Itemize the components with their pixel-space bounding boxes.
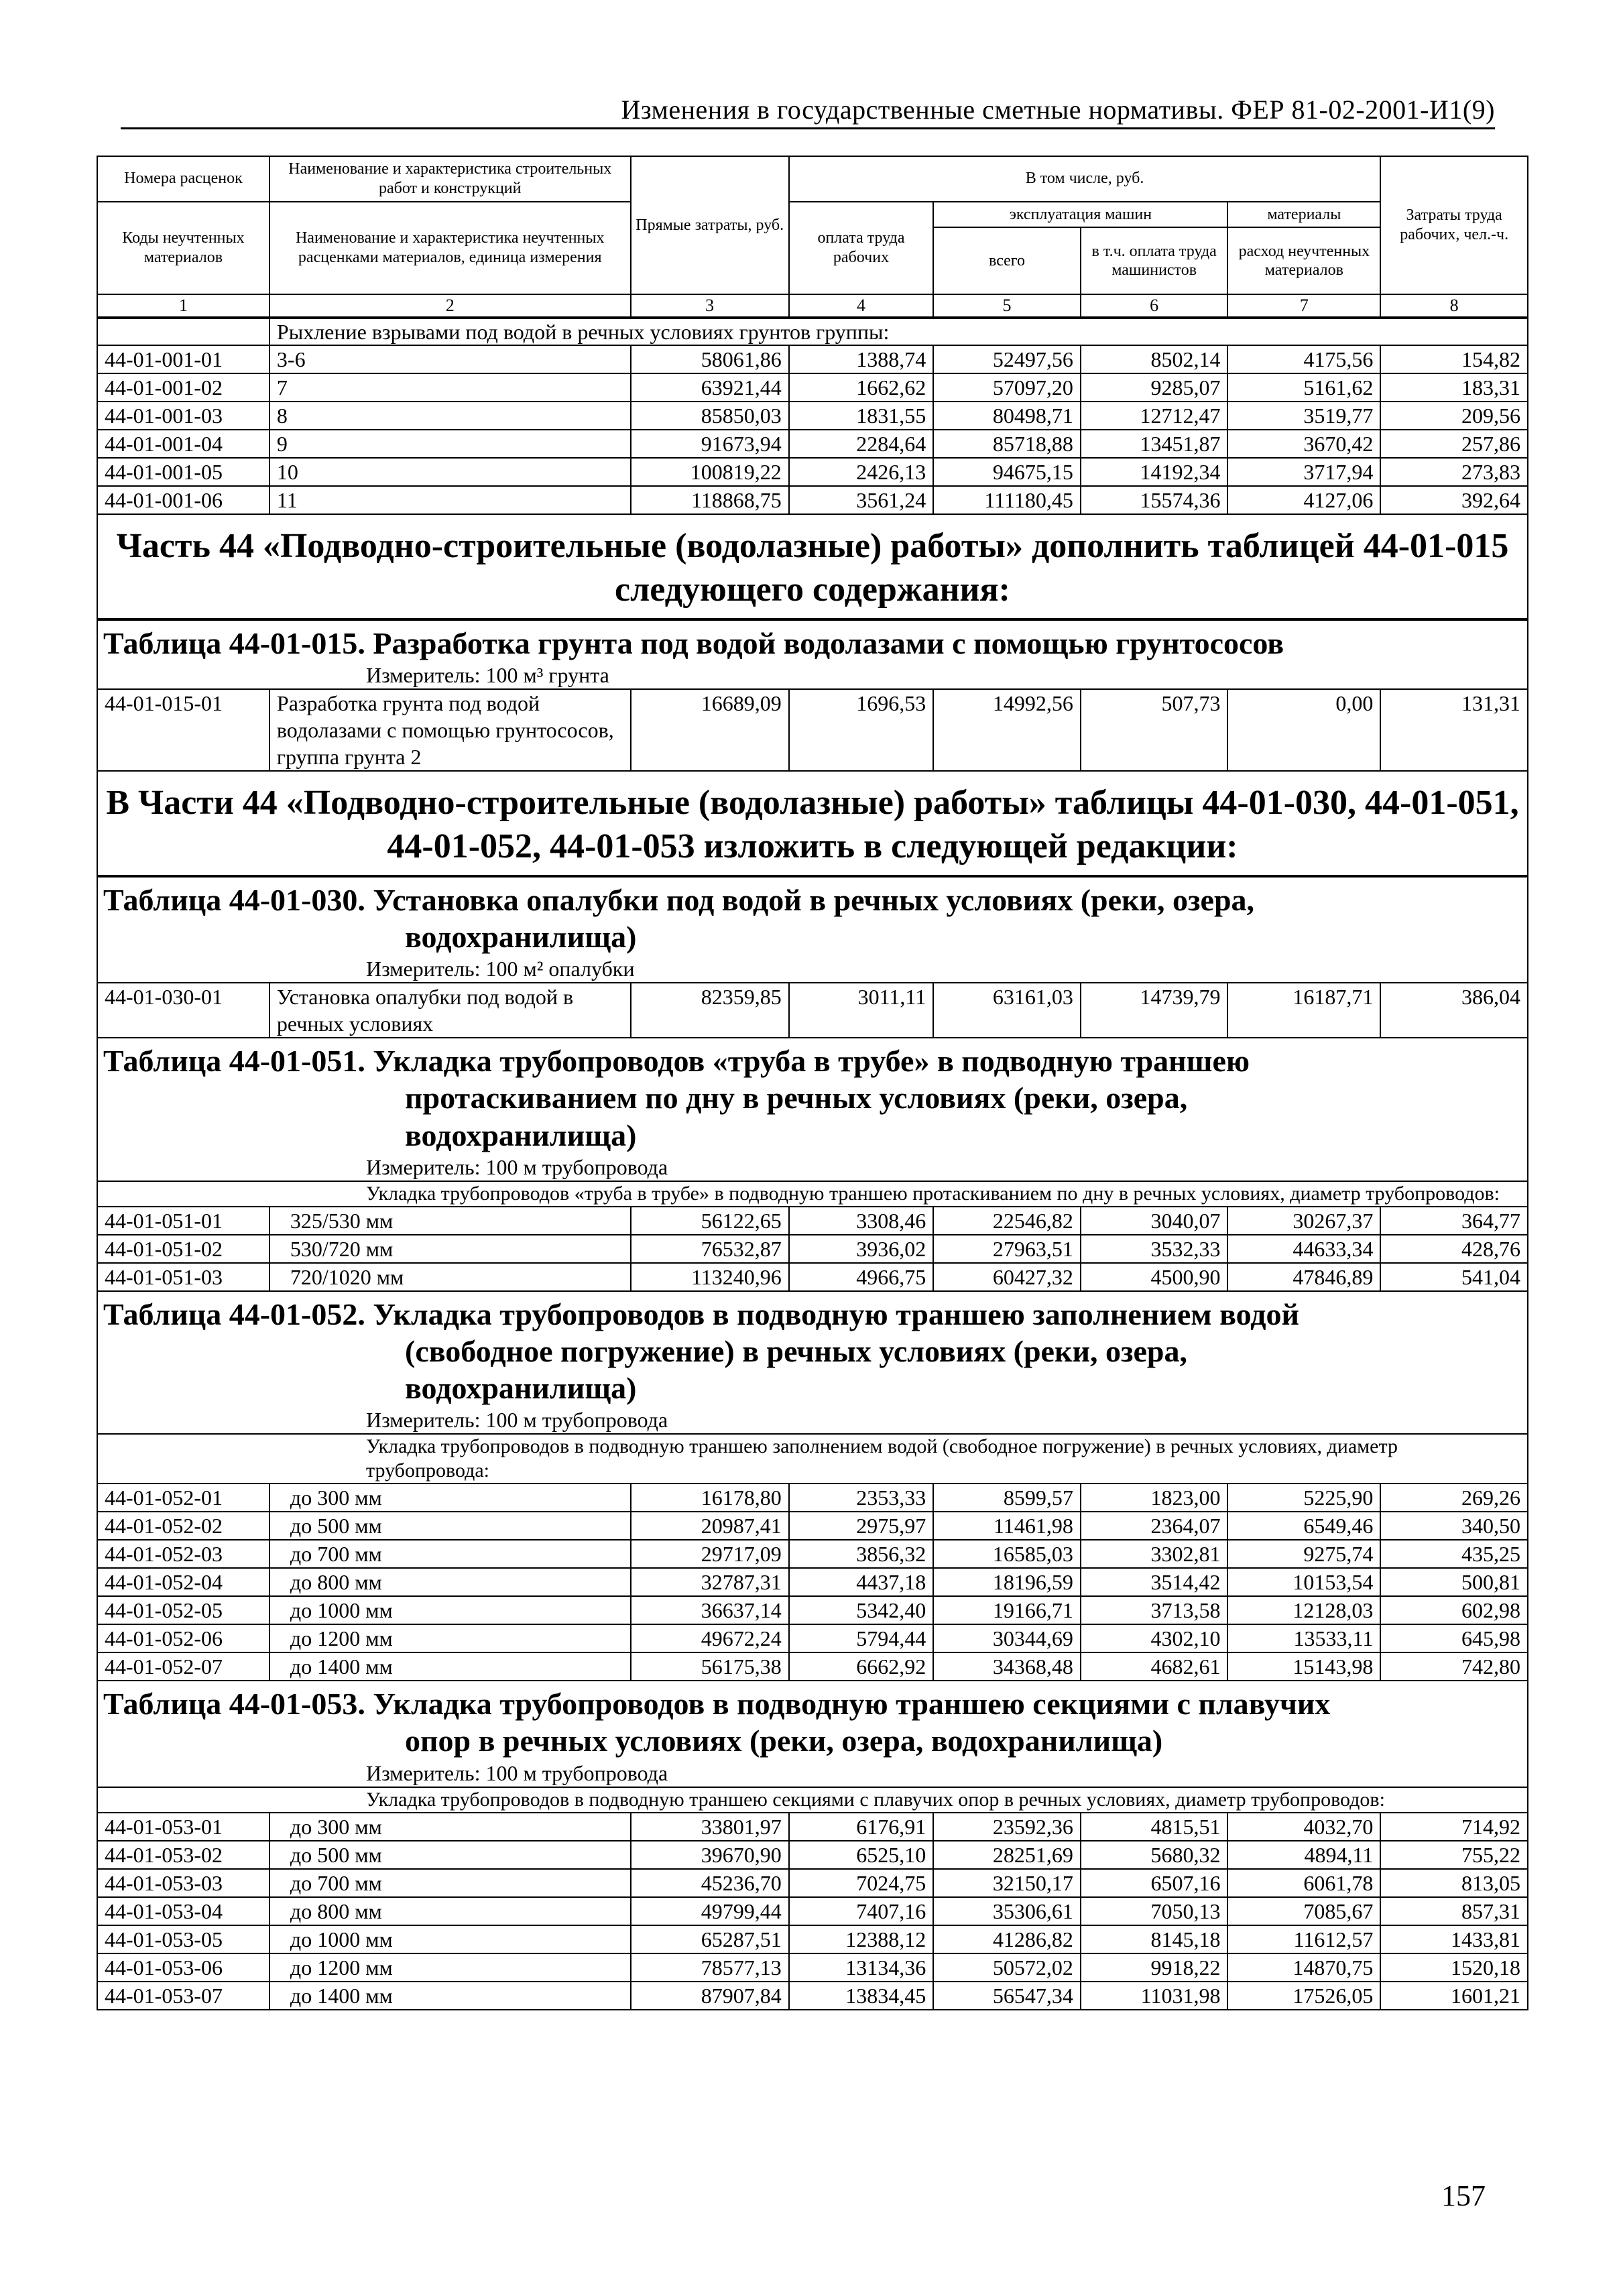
materials-cell: 3717,94 — [1227, 458, 1380, 486]
table-title-line: водохранилища) — [405, 1117, 637, 1152]
machines-total-cell: 52497,56 — [933, 345, 1081, 373]
col-header-labor-hours: Затраты труда рабочих, чел.-ч. — [1380, 156, 1528, 294]
table-row — [97, 1540, 1528, 1568]
machinist-pay-cell: 12712,47 — [1081, 402, 1228, 430]
table-row — [97, 373, 1528, 402]
table-title-line: протаскиванием по дну в речных условиях (реки, озера, — [405, 1081, 1188, 1115]
materials-cell: 44633,34 — [1227, 1235, 1380, 1263]
rate-code-cell: 44-01-001-02 — [97, 373, 269, 402]
worker-pay-cell: 4437,18 — [789, 1568, 933, 1596]
materials-cell: 11612,57 — [1227, 1925, 1380, 1953]
worker-pay-cell: 7024,75 — [789, 1869, 933, 1897]
machinist-pay-cell: 4815,51 — [1081, 1813, 1228, 1841]
rate-code-cell: 44-01-030-01 — [97, 983, 269, 1038]
direct-costs-cell: 100819,22 — [631, 458, 789, 486]
col-header-material-consumption: расход неучтенных материалов — [1227, 227, 1380, 294]
machinist-pay-cell: 11031,98 — [1081, 1982, 1228, 2010]
machinist-pay-cell: 2364,07 — [1081, 1512, 1228, 1540]
rate-code-cell: 44-01-051-01 — [97, 1207, 269, 1235]
work-name-cell: 8 — [269, 402, 631, 430]
machinist-pay-cell: 507,73 — [1081, 689, 1228, 771]
machinist-pay-cell: 4302,10 — [1081, 1624, 1228, 1652]
rate-code-cell: 44-01-001-03 — [97, 402, 269, 430]
col-number: 6 — [1081, 294, 1228, 316]
work-name-cell: до 800 мм — [269, 1897, 631, 1925]
col-header-direct-costs: Прямые затраты, руб. — [631, 156, 789, 294]
table-row — [97, 1568, 1528, 1596]
worker-pay-cell: 13834,45 — [789, 1982, 933, 2010]
machines-total-cell: 63161,03 — [933, 983, 1081, 1038]
materials-cell: 4127,06 — [1227, 486, 1380, 514]
worker-pay-cell: 2284,64 — [789, 430, 933, 458]
materials-cell: 4894,11 — [1227, 1841, 1380, 1869]
machinist-pay-cell: 3302,81 — [1081, 1540, 1228, 1568]
rate-code-cell: 44-01-001-01 — [97, 345, 269, 373]
table-title-line: (свободное погружение) в речных условиях (реки, озера, — [405, 1333, 1187, 1368]
machines-total-cell: 50572,02 — [933, 1953, 1081, 1982]
work-name-cell: 720/1020 мм — [269, 1263, 631, 1291]
worker-pay-cell: 3561,24 — [789, 486, 933, 514]
machinist-pay-cell: 3713,58 — [1081, 1596, 1228, 1624]
worker-pay-cell: 3308,46 — [789, 1207, 933, 1235]
work-name-cell: 11 — [269, 486, 631, 514]
col-header-materials: материалы — [1227, 202, 1380, 228]
materials-cell: 17526,05 — [1227, 1982, 1380, 2010]
machines-total-cell: 18196,59 — [933, 1568, 1081, 1596]
machinist-pay-cell: 4682,61 — [1081, 1652, 1228, 1681]
table-row — [97, 1897, 1528, 1925]
column-header-table — [97, 156, 1528, 318]
labor-hours-cell: 257,86 — [1380, 430, 1528, 458]
rate-code-cell: 44-01-053-07 — [97, 1982, 269, 2010]
rate-code-cell: 44-01-053-01 — [97, 1813, 269, 1841]
machines-total-cell: 23592,36 — [933, 1813, 1081, 1841]
table-44-01-053 — [97, 1812, 1528, 2010]
materials-cell: 47846,89 — [1227, 1263, 1380, 1291]
rate-code-cell: 44-01-053-04 — [97, 1897, 269, 1925]
col-header-rate-number: Номера расценок — [97, 156, 269, 202]
table-title-053 — [97, 1681, 1528, 1759]
work-name-cell: 10 — [269, 458, 631, 486]
direct-costs-cell: 118868,75 — [631, 486, 789, 514]
materials-cell: 3519,77 — [1227, 402, 1380, 430]
machines-total-cell: 80498,71 — [933, 402, 1081, 430]
direct-costs-cell: 36637,14 — [631, 1596, 789, 1624]
materials-cell: 6061,78 — [1227, 1869, 1380, 1897]
table-row — [97, 1925, 1528, 1953]
machines-total-cell: 11461,98 — [933, 1512, 1081, 1540]
labor-hours-cell: 857,31 — [1380, 1897, 1528, 1925]
header-rule — [121, 127, 1495, 129]
table-title-line: опор в речных условиях (реки, озера, водохранилища) — [405, 1724, 1163, 1758]
machines-total-cell: 41286,82 — [933, 1925, 1081, 1953]
direct-costs-cell: 82359,85 — [631, 983, 789, 1038]
table-row — [97, 1484, 1528, 1512]
rate-code-cell: 44-01-015-01 — [97, 689, 269, 771]
machines-total-cell: 27963,51 — [933, 1235, 1081, 1263]
work-name-cell: до 300 мм — [269, 1813, 631, 1841]
work-name-cell: до 800 мм — [269, 1568, 631, 1596]
rate-code-cell: 44-01-001-05 — [97, 458, 269, 486]
work-name-cell: 530/720 мм — [269, 1235, 631, 1263]
worker-pay-cell: 5794,44 — [789, 1624, 933, 1652]
machines-total-cell: 22546,82 — [933, 1207, 1081, 1235]
direct-costs-cell: 56175,38 — [631, 1652, 789, 1681]
machinist-pay-cell: 4500,90 — [1081, 1263, 1228, 1291]
table-row — [97, 1207, 1528, 1235]
machines-total-cell: 94675,15 — [933, 458, 1081, 486]
materials-cell: 5161,62 — [1227, 373, 1380, 402]
table-title-015: Таблица 44-01-015. Разработка грунта под водой водолазами с помощью грунтососов — [97, 619, 1528, 662]
section-heading-edits: В Части 44 «Подводно-строительные (водолазные) работы» таблицы 44-01-030, 44-01-051, 44-01-052, 44-01-053 изложить в следующей редакции: — [97, 772, 1528, 876]
labor-hours-cell: 602,98 — [1380, 1596, 1528, 1624]
labor-hours-cell: 364,77 — [1380, 1207, 1528, 1235]
col-number: 5 — [933, 294, 1081, 316]
table-unit-052: Измеритель: 100 м трубопровода — [97, 1406, 1528, 1433]
labor-hours-cell: 273,83 — [1380, 458, 1528, 486]
machinist-pay-cell: 14192,34 — [1081, 458, 1228, 486]
worker-pay-cell: 1696,53 — [789, 689, 933, 771]
labor-hours-cell: 714,92 — [1380, 1813, 1528, 1841]
labor-hours-cell: 645,98 — [1380, 1624, 1528, 1652]
rate-code-cell: 44-01-001-06 — [97, 486, 269, 514]
machinist-pay-cell: 3532,33 — [1081, 1235, 1228, 1263]
work-name-cell: до 500 мм — [269, 1841, 631, 1869]
worker-pay-cell: 1831,55 — [789, 402, 933, 430]
machines-total-cell: 60427,32 — [933, 1263, 1081, 1291]
materials-cell: 10153,54 — [1227, 1568, 1380, 1596]
rate-code-cell: 44-01-053-06 — [97, 1953, 269, 1982]
rate-code-cell: 44-01-051-03 — [97, 1263, 269, 1291]
materials-cell: 6549,46 — [1227, 1512, 1380, 1540]
direct-costs-cell: 33801,97 — [631, 1813, 789, 1841]
rate-code-cell: 44-01-052-05 — [97, 1596, 269, 1624]
document-body — [97, 156, 1528, 2010]
table-row — [97, 1624, 1528, 1652]
table-row — [97, 1512, 1528, 1540]
machinist-pay-cell: 5680,32 — [1081, 1841, 1228, 1869]
page-number: 157 — [1441, 2179, 1486, 2212]
work-name-cell: до 1400 мм — [269, 1982, 631, 2010]
work-name-cell: до 300 мм — [269, 1484, 631, 1512]
machinist-pay-cell: 14739,79 — [1081, 983, 1228, 1038]
table-subtitle: Рыхление взрывами под водой в речных условиях грунтов группы: — [269, 318, 1528, 345]
worker-pay-cell: 6662,92 — [789, 1652, 933, 1681]
materials-cell: 14870,75 — [1227, 1953, 1380, 1982]
machinist-pay-cell: 13451,87 — [1081, 430, 1228, 458]
table-title-051 — [97, 1038, 1528, 1154]
col-header-machines-total: всего — [933, 227, 1081, 294]
table-title-line: Таблица 44-01-053. Укладка трубопроводов в подводную траншею секциями с плавучих — [103, 1687, 1331, 1721]
machinist-pay-cell: 3040,07 — [1081, 1207, 1228, 1235]
labor-hours-cell: 392,64 — [1380, 486, 1528, 514]
worker-pay-cell: 13134,36 — [789, 1953, 933, 1982]
materials-cell: 12128,03 — [1227, 1596, 1380, 1624]
table-row — [97, 1841, 1528, 1869]
machines-total-cell: 19166,71 — [933, 1596, 1081, 1624]
table-unit-053: Измеритель: 100 м трубопровода — [97, 1760, 1528, 1787]
machines-total-cell: 56547,34 — [933, 1982, 1081, 2010]
worker-pay-cell: 3936,02 — [789, 1235, 933, 1263]
rate-code-cell: 44-01-052-03 — [97, 1540, 269, 1568]
materials-cell: 30267,37 — [1227, 1207, 1380, 1235]
labor-hours-cell: 154,82 — [1380, 345, 1528, 373]
worker-pay-cell: 3856,32 — [789, 1540, 933, 1568]
worker-pay-cell: 1662,62 — [789, 373, 933, 402]
col-header-including: В том числе, руб. — [789, 156, 1381, 202]
worker-pay-cell: 7407,16 — [789, 1897, 933, 1925]
table-row — [97, 1869, 1528, 1897]
labor-hours-cell: 541,04 — [1380, 1263, 1528, 1291]
labor-hours-cell: 1520,18 — [1380, 1953, 1528, 1982]
machines-total-cell: 14992,56 — [933, 689, 1081, 771]
work-name-cell: до 1400 мм — [269, 1652, 631, 1681]
work-name-cell: до 700 мм — [269, 1869, 631, 1897]
direct-costs-cell: 65287,51 — [631, 1925, 789, 1953]
labor-hours-cell: 500,81 — [1380, 1568, 1528, 1596]
table-row — [97, 486, 1528, 514]
direct-costs-cell: 45236,70 — [631, 1869, 789, 1897]
table-row — [97, 430, 1528, 458]
rate-code-cell: 44-01-053-02 — [97, 1841, 269, 1869]
running-header: Изменения в государственные сметные нормативы. ФЕР 81-02-2001-И1(9) — [621, 95, 1495, 125]
table-row — [97, 402, 1528, 430]
worker-pay-cell: 3011,11 — [789, 983, 933, 1038]
rate-code-cell: 44-01-052-02 — [97, 1512, 269, 1540]
worker-pay-cell: 1388,74 — [789, 345, 933, 373]
col-header-machinist-pay: в т.ч. оплата труда машинистов — [1081, 227, 1228, 294]
section-heading-015: Часть 44 «Подводно-строительные (водолазные) работы» дополнить таблицей 44-01-015 следующего содержания: — [97, 515, 1528, 619]
rate-code-cell: 44-01-052-04 — [97, 1568, 269, 1596]
machinist-pay-cell: 3514,42 — [1081, 1568, 1228, 1596]
work-name-cell: Установка опалубки под водой в речных условиях — [269, 983, 631, 1038]
labor-hours-cell: 386,04 — [1380, 983, 1528, 1038]
labor-hours-cell: 435,25 — [1380, 1540, 1528, 1568]
rate-code-cell: 44-01-052-01 — [97, 1484, 269, 1512]
table-row — [97, 1953, 1528, 1982]
worker-pay-cell: 5342,40 — [789, 1596, 933, 1624]
labor-hours-cell: 269,26 — [1380, 1484, 1528, 1512]
machinist-pay-cell: 7050,13 — [1081, 1897, 1228, 1925]
direct-costs-cell: 91673,94 — [631, 430, 789, 458]
table-unit-015: Измеритель: 100 м³ грунта — [97, 662, 1528, 688]
labor-hours-cell: 340,50 — [1380, 1512, 1528, 1540]
table-title-line: Таблица 44-01-052. Укладка трубопроводов в подводную траншею заполнением водой — [103, 1296, 1300, 1331]
materials-cell: 15143,98 — [1227, 1652, 1380, 1681]
table-subtitle-053: Укладка трубопроводов в подводную траншею секциями с плавучих опор в речных условиях, диаметр трубопроводов: — [97, 1787, 1528, 1812]
labor-hours-cell: 742,80 — [1380, 1652, 1528, 1681]
table-title-line: водохранилища) — [405, 919, 637, 954]
direct-costs-cell: 87907,84 — [631, 1982, 789, 2010]
machines-total-cell: 57097,20 — [933, 373, 1081, 402]
table-unit-030: Измеритель: 100 м² опалубки — [97, 955, 1528, 982]
direct-costs-cell: 20987,41 — [631, 1512, 789, 1540]
table-44-01-051 — [97, 1206, 1528, 1292]
materials-cell: 4032,70 — [1227, 1813, 1380, 1841]
worker-pay-cell: 4966,75 — [789, 1263, 933, 1291]
labor-hours-cell: 755,22 — [1380, 1841, 1528, 1869]
table-44-01-052 — [97, 1483, 1528, 1681]
rate-code-cell: 44-01-051-02 — [97, 1235, 269, 1263]
table-unit-051: Измеритель: 100 м трубопровода — [97, 1154, 1528, 1181]
machinist-pay-cell: 15574,36 — [1081, 486, 1228, 514]
machines-total-cell: 85718,88 — [933, 430, 1081, 458]
direct-costs-cell: 16689,09 — [631, 689, 789, 771]
table-title-line: водохранилища) — [405, 1371, 637, 1406]
machinist-pay-cell: 8145,18 — [1081, 1925, 1228, 1953]
work-name-cell: Разработка грунта под водой водолазами с помощью грунтососов, группа грунта 2 — [269, 689, 631, 771]
table-row — [97, 458, 1528, 486]
work-name-cell: до 1200 мм — [269, 1953, 631, 1982]
machines-total-cell: 16585,03 — [933, 1540, 1081, 1568]
machinist-pay-cell: 9918,22 — [1081, 1953, 1228, 1982]
direct-costs-cell: 49672,24 — [631, 1624, 789, 1652]
direct-costs-cell: 63921,44 — [631, 373, 789, 402]
worker-pay-cell: 2975,97 — [789, 1512, 933, 1540]
col-header-work-name: Наименование и характеристика строительных работ и конструкций — [269, 156, 631, 202]
rate-code-cell: 44-01-052-07 — [97, 1652, 269, 1681]
direct-costs-cell: 76532,87 — [631, 1235, 789, 1263]
direct-costs-cell: 56122,65 — [631, 1207, 789, 1235]
table-44-01-001 — [97, 318, 1528, 515]
machinist-pay-cell: 8502,14 — [1081, 345, 1228, 373]
machines-total-cell: 8599,57 — [933, 1484, 1081, 1512]
direct-costs-cell: 39670,90 — [631, 1841, 789, 1869]
worker-pay-cell: 6176,91 — [789, 1813, 933, 1841]
col-header-worker-pay: оплата труда рабочих — [789, 202, 933, 295]
worker-pay-cell: 2426,13 — [789, 458, 933, 486]
labor-hours-cell: 1601,21 — [1380, 1982, 1528, 2010]
work-name-cell: до 500 мм — [269, 1512, 631, 1540]
materials-cell: 3670,42 — [1227, 430, 1380, 458]
materials-cell: 13533,11 — [1227, 1624, 1380, 1652]
table-title-line: Таблица 44-01-051. Укладка трубопроводов «труба в трубе» в подводную траншею — [103, 1044, 1250, 1079]
machinist-pay-cell: 9285,07 — [1081, 373, 1228, 402]
machinist-pay-cell: 1823,00 — [1081, 1484, 1228, 1512]
rate-code-cell: 44-01-053-05 — [97, 1925, 269, 1953]
machines-total-cell: 34368,48 — [933, 1652, 1081, 1681]
table-row — [97, 1235, 1528, 1263]
table-row — [97, 1813, 1528, 1841]
direct-costs-cell: 16178,80 — [631, 1484, 789, 1512]
work-name-cell: 7 — [269, 373, 631, 402]
col-header-machines: эксплуатация машин — [933, 202, 1227, 228]
labor-hours-cell: 183,31 — [1380, 373, 1528, 402]
direct-costs-cell: 78577,13 — [631, 1953, 789, 1982]
table-row — [97, 1982, 1528, 2010]
labor-hours-cell: 1433,81 — [1380, 1925, 1528, 1953]
machinist-pay-cell: 6507,16 — [1081, 1869, 1228, 1897]
machines-total-cell: 28251,69 — [933, 1841, 1081, 1869]
column-number-row — [97, 294, 1528, 316]
col-number: 1 — [97, 294, 269, 316]
table-44-01-030 — [97, 982, 1528, 1038]
col-number: 2 — [269, 294, 631, 316]
work-name-cell: до 1200 мм — [269, 1624, 631, 1652]
machines-total-cell: 35306,61 — [933, 1897, 1081, 1925]
col-header-material-codes: Коды неучтенных материалов — [97, 202, 269, 295]
work-name-cell: 325/530 мм — [269, 1207, 631, 1235]
table-subtitle-051: Укладка трубопроводов «труба в трубе» в подводную траншею протаскиванием по дну в речных условиях, диаметр трубопроводов: — [97, 1181, 1528, 1206]
work-name-cell: 9 — [269, 430, 631, 458]
machines-total-cell: 30344,69 — [933, 1624, 1081, 1652]
labor-hours-cell: 813,05 — [1380, 1869, 1528, 1897]
materials-cell: 5225,90 — [1227, 1484, 1380, 1512]
machines-total-cell: 32150,17 — [933, 1869, 1081, 1897]
direct-costs-cell: 85850,03 — [631, 402, 789, 430]
worker-pay-cell: 2353,33 — [789, 1484, 933, 1512]
col-header-material-name: Наименование и характеристика неучтенных расценками материалов, единица измерения — [269, 202, 631, 295]
rate-code-cell: 44-01-052-06 — [97, 1624, 269, 1652]
table-row — [97, 1596, 1528, 1624]
work-name-cell: 3-6 — [269, 345, 631, 373]
direct-costs-cell: 32787,31 — [631, 1568, 789, 1596]
col-number: 7 — [1227, 294, 1380, 316]
labor-hours-cell: 209,56 — [1380, 402, 1528, 430]
table-subtitle-052: Укладка трубопроводов в подводную траншею заполнением водой (свободное погружение) в речных условиях, диаметр трубопровода: — [97, 1433, 1528, 1483]
table-row — [97, 689, 1528, 771]
table-row — [97, 345, 1528, 373]
materials-cell: 9275,74 — [1227, 1540, 1380, 1568]
labor-hours-cell: 131,31 — [1380, 689, 1528, 771]
table-title-line: Таблица 44-01-030. Установка опалубки под водой в речных условиях (реки, озера, — [103, 882, 1255, 917]
work-name-cell: до 1000 мм — [269, 1596, 631, 1624]
table-row — [97, 1263, 1528, 1291]
machines-total-cell: 111180,45 — [933, 486, 1081, 514]
materials-cell: 7085,67 — [1227, 1897, 1380, 1925]
worker-pay-cell: 12388,12 — [789, 1925, 933, 1953]
direct-costs-cell: 58061,86 — [631, 345, 789, 373]
worker-pay-cell: 6525,10 — [789, 1841, 933, 1869]
table-row — [97, 983, 1528, 1038]
labor-hours-cell: 428,76 — [1380, 1235, 1528, 1263]
table-row — [97, 1652, 1528, 1681]
materials-cell: 16187,71 — [1227, 983, 1380, 1038]
rate-code-cell: 44-01-053-03 — [97, 1869, 269, 1897]
rate-code-cell: 44-01-001-04 — [97, 430, 269, 458]
col-number: 8 — [1380, 294, 1528, 316]
work-name-cell: до 1000 мм — [269, 1925, 631, 1953]
direct-costs-cell: 113240,96 — [631, 1263, 789, 1291]
table-title-052 — [97, 1292, 1528, 1407]
col-number: 3 — [631, 294, 789, 316]
table-44-01-015 — [97, 688, 1528, 772]
materials-cell: 4175,56 — [1227, 345, 1380, 373]
direct-costs-cell: 29717,09 — [631, 1540, 789, 1568]
direct-costs-cell: 49799,44 — [631, 1897, 789, 1925]
work-name-cell: до 700 мм — [269, 1540, 631, 1568]
materials-cell: 0,00 — [1227, 689, 1380, 771]
table-title-030 — [97, 876, 1528, 955]
col-number: 4 — [789, 294, 933, 316]
